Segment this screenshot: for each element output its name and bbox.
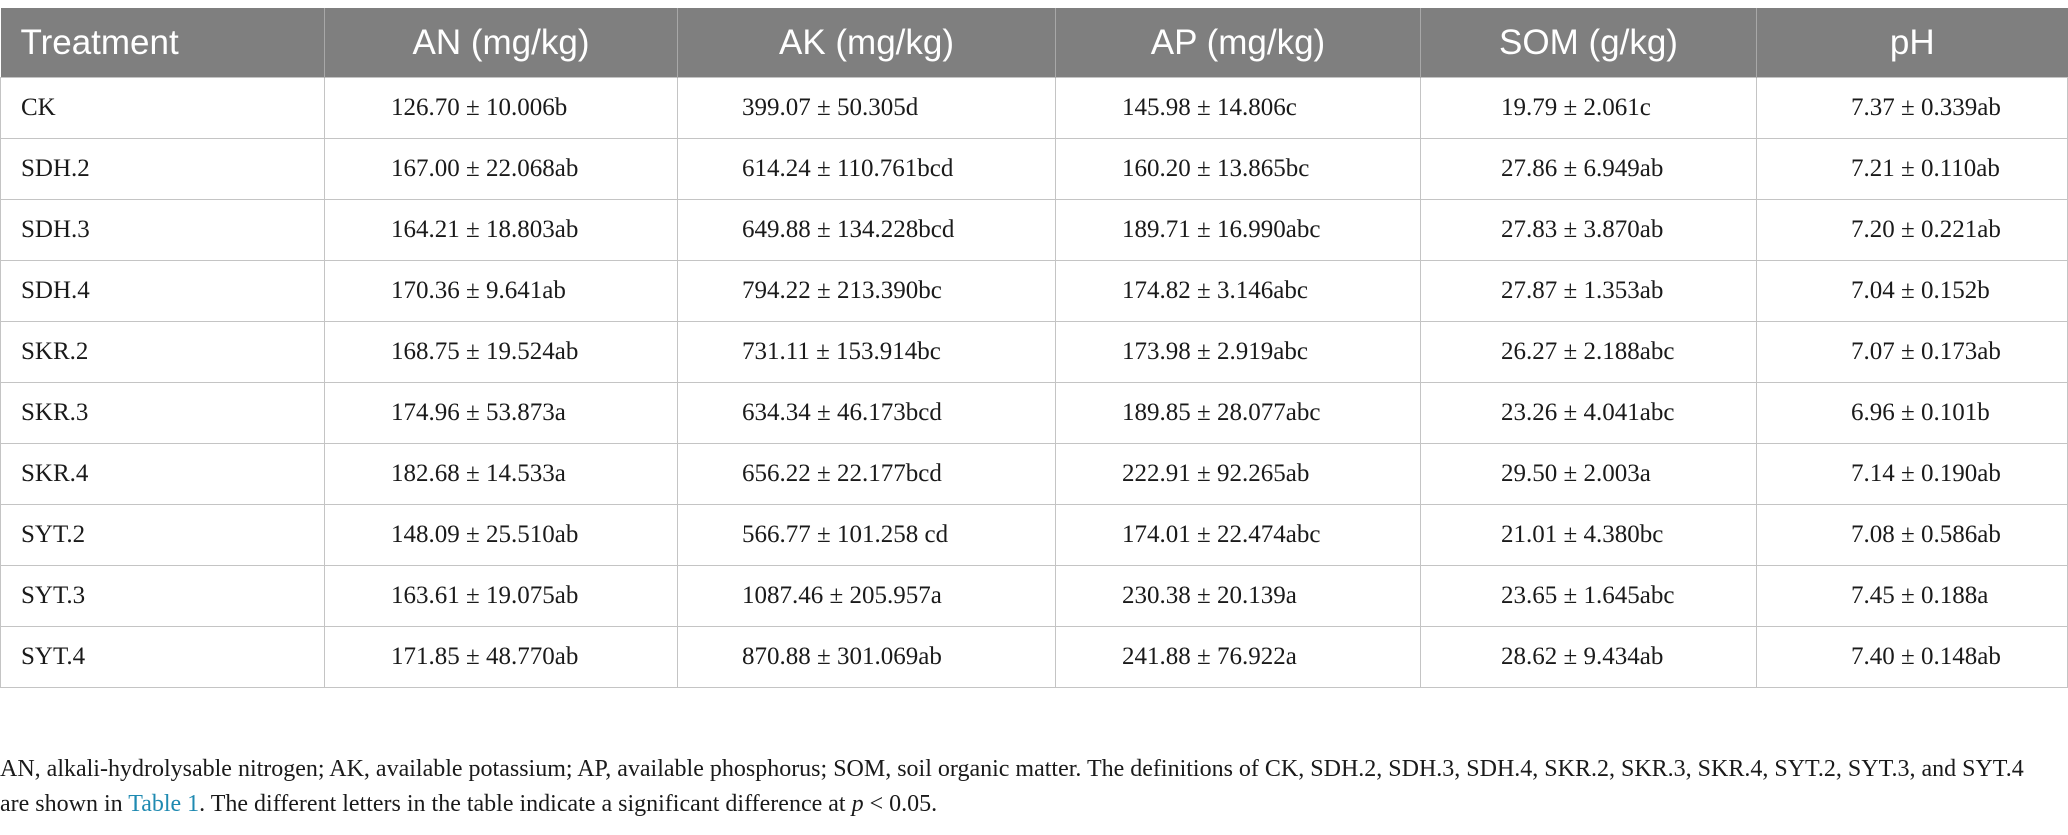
cell-ak: 656.22 ± 22.177bcd (678, 444, 1056, 505)
cell-ak: 1087.46 ± 205.957a (678, 566, 1056, 627)
cell-ap: 222.91 ± 92.265ab (1056, 444, 1421, 505)
footnote-text-2: . The different letters in the table indicate a significant difference at (199, 791, 852, 817)
cell-ak: 870.88 ± 301.069ab (678, 627, 1056, 688)
cell-treatment: SYT.2 (1, 505, 325, 566)
header-ph: pH (1757, 8, 2068, 78)
cell-ap: 189.85 ± 28.077abc (1056, 383, 1421, 444)
cell-som: 29.50 ± 2.003a (1421, 444, 1757, 505)
table-row (1, 261, 2068, 322)
table-row (1, 566, 2068, 627)
header-ap: AP (mg/kg) (1056, 8, 1421, 78)
cell-som: 27.86 ± 6.949ab (1421, 139, 1757, 200)
cell-an: 182.68 ± 14.533a (325, 444, 678, 505)
table-1-link[interactable]: Table 1 (128, 791, 200, 817)
cell-an: 170.36 ± 9.641ab (325, 261, 678, 322)
cell-som: 23.26 ± 4.041abc (1421, 383, 1757, 444)
cell-an: 174.96 ± 53.873a (325, 383, 678, 444)
cell-ph: 7.04 ± 0.152b (1757, 261, 2068, 322)
cell-treatment: SDH.2 (1, 139, 325, 200)
cell-an: 148.09 ± 25.510ab (325, 505, 678, 566)
cell-ap: 160.20 ± 13.865bc (1056, 139, 1421, 200)
cell-ak: 614.24 ± 110.761bcd (678, 139, 1056, 200)
cell-som: 27.83 ± 3.870ab (1421, 200, 1757, 261)
cell-som: 28.62 ± 9.434ab (1421, 627, 1757, 688)
cell-ak: 649.88 ± 134.228bcd (678, 200, 1056, 261)
p-symbol: p (851, 791, 864, 817)
cell-ph: 7.14 ± 0.190ab (1757, 444, 2068, 505)
table-row (1, 322, 2068, 383)
cell-som: 23.65 ± 1.645abc (1421, 566, 1757, 627)
cell-treatment: CK (1, 78, 325, 139)
cell-som: 26.27 ± 2.188abc (1421, 322, 1757, 383)
cell-treatment: SKR.4 (1, 444, 325, 505)
table-row (1, 505, 2068, 566)
cell-treatment: SYT.3 (1, 566, 325, 627)
cell-ak: 794.22 ± 213.390bc (678, 261, 1056, 322)
table-body (1, 78, 2068, 688)
cell-ph: 7.21 ± 0.110ab (1757, 139, 2068, 200)
cell-an: 167.00 ± 22.068ab (325, 139, 678, 200)
cell-som: 21.01 ± 4.380bc (1421, 505, 1757, 566)
cell-treatment: SDH.4 (1, 261, 325, 322)
header-an: AN (mg/kg) (325, 8, 678, 78)
cell-treatment: SYT.4 (1, 627, 325, 688)
table-row (1, 383, 2068, 444)
cell-ph: 7.37 ± 0.339ab (1757, 78, 2068, 139)
cell-som: 19.79 ± 2.061c (1421, 78, 1757, 139)
cell-ap: 173.98 ± 2.919abc (1056, 322, 1421, 383)
table-row (1, 627, 2068, 688)
cell-ak: 634.34 ± 46.173bcd (678, 383, 1056, 444)
cell-ak: 399.07 ± 50.305d (678, 78, 1056, 139)
cell-ap: 145.98 ± 14.806c (1056, 78, 1421, 139)
table-footnote (0, 752, 2030, 822)
cell-treatment: SKR.2 (1, 322, 325, 383)
cell-ph: 7.08 ± 0.586ab (1757, 505, 2068, 566)
cell-som: 27.87 ± 1.353ab (1421, 261, 1757, 322)
cell-an: 168.75 ± 19.524ab (325, 322, 678, 383)
cell-ap: 174.82 ± 3.146abc (1056, 261, 1421, 322)
cell-ph: 7.07 ± 0.173ab (1757, 322, 2068, 383)
table-row (1, 139, 2068, 200)
cell-ph: 7.20 ± 0.221ab (1757, 200, 2068, 261)
table-header-row (1, 8, 2068, 78)
cell-ap: 174.01 ± 22.474abc (1056, 505, 1421, 566)
cell-treatment: SKR.3 (1, 383, 325, 444)
cell-ak: 731.11 ± 153.914bc (678, 322, 1056, 383)
cell-ph: 7.45 ± 0.188a (1757, 566, 2068, 627)
cell-an: 164.21 ± 18.803ab (325, 200, 678, 261)
table-row (1, 444, 2068, 505)
cell-treatment: SDH.3 (1, 200, 325, 261)
table-row (1, 78, 2068, 139)
cell-an: 126.70 ± 10.006b (325, 78, 678, 139)
header-som: SOM (g/kg) (1421, 8, 1757, 78)
results-table (0, 8, 2068, 688)
cell-ap: 241.88 ± 76.922a (1056, 627, 1421, 688)
table-row (1, 200, 2068, 261)
header-ak: AK (mg/kg) (678, 8, 1056, 78)
footnote-p-value: < 0.05. (863, 791, 938, 817)
cell-ph: 6.96 ± 0.101b (1757, 383, 2068, 444)
cell-ap: 189.71 ± 16.990abc (1056, 200, 1421, 261)
cell-ph: 7.40 ± 0.148ab (1757, 627, 2068, 688)
cell-an: 163.61 ± 19.075ab (325, 566, 678, 627)
footnote-text: AN, alkali-hydrolysable nitrogen; AK, available potassium; AP, available phosphorus; SOM, soil organic matter. The definitions of CK, SDH.2, SDH.3, SDH.4, SKR.2, SKR.3, SKR.4, SYT.2, SYT.3, and SYT.4 are shown in (0, 756, 2024, 817)
cell-ap: 230.38 ± 20.139a (1056, 566, 1421, 627)
cell-ak: 566.77 ± 101.258 cd (678, 505, 1056, 566)
cell-an: 171.85 ± 48.770ab (325, 627, 678, 688)
header-treatment: Treatment (1, 8, 325, 78)
